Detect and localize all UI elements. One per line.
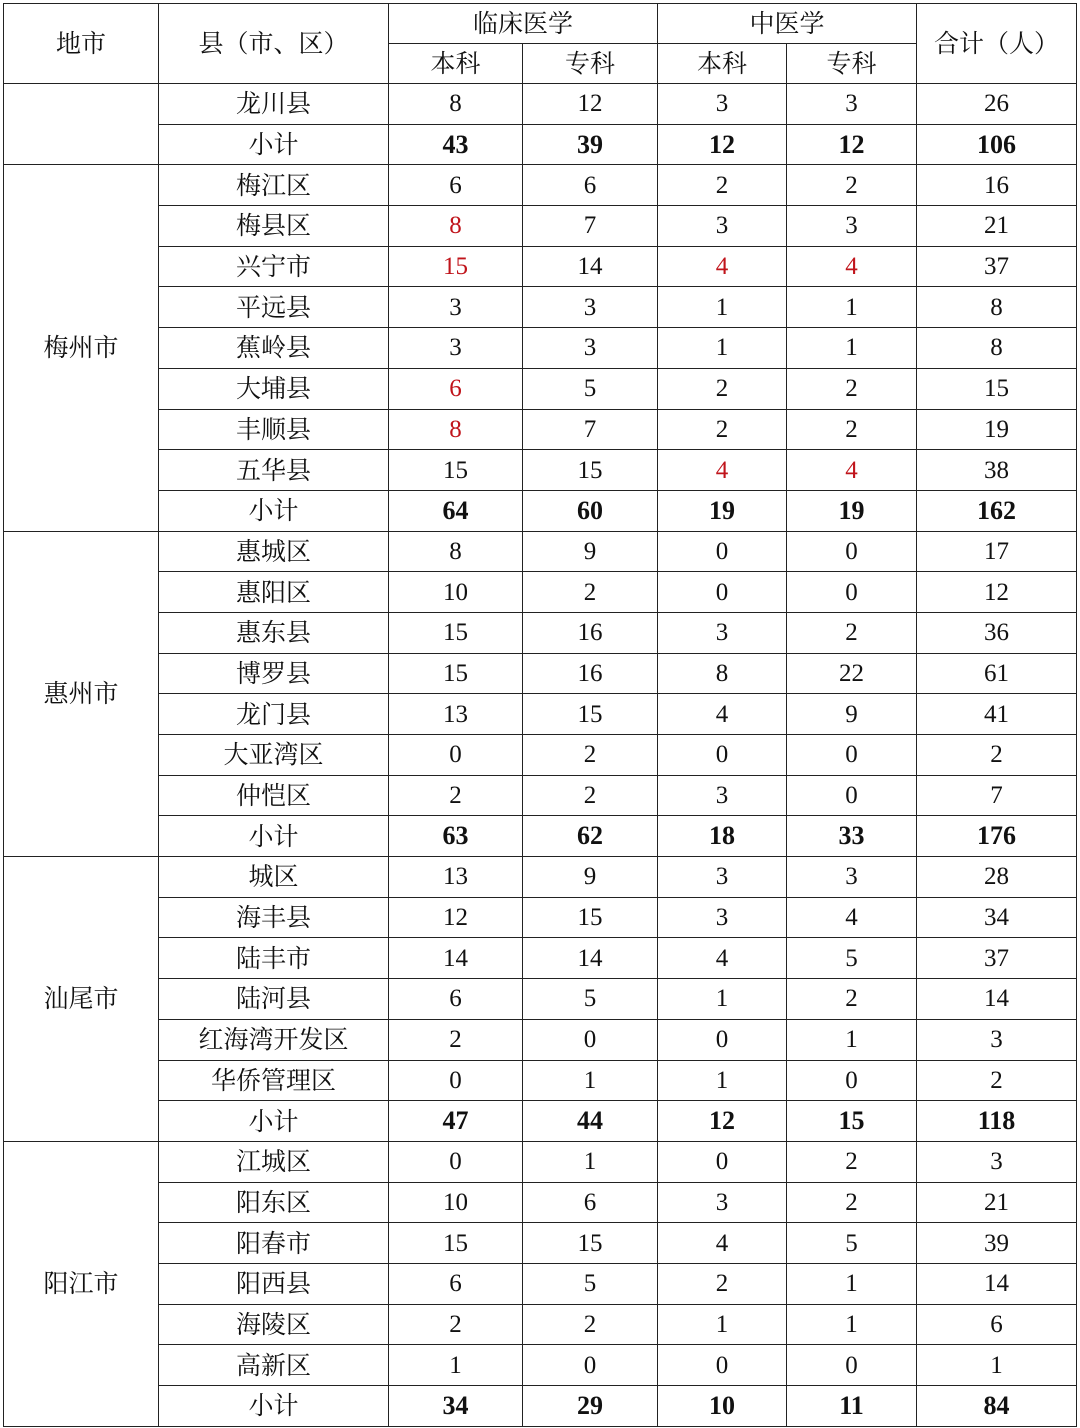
value-total: 118 xyxy=(917,1101,1077,1142)
table-row xyxy=(4,1223,1077,1264)
value-tcm-college: 19 xyxy=(787,490,917,531)
value-tcm-college: 2 xyxy=(787,409,917,450)
value-total: 162 xyxy=(917,490,1077,531)
table-row xyxy=(4,84,1077,125)
value-clinical-undergrad: 2 xyxy=(389,775,523,816)
value-tcm-college: 15 xyxy=(787,1101,917,1142)
county-cell: 阳东区 xyxy=(159,1182,389,1223)
subtotal-label: 小计 xyxy=(159,1101,389,1142)
table-row xyxy=(4,572,1077,613)
table-row xyxy=(4,409,1077,450)
county-cell: 城区 xyxy=(159,857,389,898)
value-total: 84 xyxy=(917,1386,1077,1427)
value-tcm-undergrad: 10 xyxy=(658,1386,787,1427)
value-tcm-undergrad: 4 xyxy=(658,694,787,735)
city-cell: 汕尾市 xyxy=(4,857,159,1142)
county-cell: 海丰县 xyxy=(159,897,389,938)
table-row xyxy=(4,653,1077,694)
value-total: 15 xyxy=(917,368,1077,409)
value-tcm-college: 1 xyxy=(787,328,917,369)
value-tcm-undergrad: 0 xyxy=(658,572,787,613)
value-tcm-college: 0 xyxy=(787,1060,917,1101)
value-total: 2 xyxy=(917,1060,1077,1101)
value-clinical-undergrad: 34 xyxy=(389,1386,523,1427)
value-clinical-undergrad: 6 xyxy=(389,1263,523,1304)
value-clinical-college: 2 xyxy=(523,1304,658,1345)
value-clinical-college: 6 xyxy=(523,1182,658,1223)
value-clinical-undergrad: 64 xyxy=(389,490,523,531)
value-total: 21 xyxy=(917,206,1077,247)
value-total: 38 xyxy=(917,450,1077,491)
value-tcm-undergrad: 1 xyxy=(658,1060,787,1101)
value-tcm-undergrad: 1 xyxy=(658,1304,787,1345)
value-clinical-undergrad: 2 xyxy=(389,1019,523,1060)
city-cell: 阳江市 xyxy=(4,1141,159,1426)
county-cell: 平远县 xyxy=(159,287,389,328)
county-cell: 阳西县 xyxy=(159,1263,389,1304)
value-tcm-undergrad: 3 xyxy=(658,775,787,816)
value-tcm-college: 0 xyxy=(787,735,917,776)
value-total: 6 xyxy=(917,1304,1077,1345)
value-clinical-college: 3 xyxy=(523,328,658,369)
value-total: 28 xyxy=(917,857,1077,898)
table-row xyxy=(4,165,1077,206)
value-clinical-college: 2 xyxy=(523,775,658,816)
value-tcm-undergrad: 3 xyxy=(658,612,787,653)
value-tcm-undergrad: 12 xyxy=(658,1101,787,1142)
value-clinical-undergrad: 8 xyxy=(389,206,523,247)
county-cell: 蕉岭县 xyxy=(159,328,389,369)
value-tcm-undergrad: 0 xyxy=(658,1019,787,1060)
table-row xyxy=(4,1345,1077,1386)
table-row xyxy=(4,206,1077,247)
value-total: 3 xyxy=(917,1019,1077,1060)
value-total: 39 xyxy=(917,1223,1077,1264)
value-tcm-undergrad: 4 xyxy=(658,938,787,979)
value-clinical-undergrad: 0 xyxy=(389,1060,523,1101)
header-tcm-college: 专科 xyxy=(787,44,917,84)
value-clinical-college: 1 xyxy=(523,1060,658,1101)
table-row xyxy=(4,612,1077,653)
value-clinical-college: 60 xyxy=(523,490,658,531)
subtotal-label: 小计 xyxy=(159,490,389,531)
value-clinical-college: 15 xyxy=(523,694,658,735)
value-tcm-undergrad: 12 xyxy=(658,124,787,165)
value-tcm-undergrad: 18 xyxy=(658,816,787,857)
value-tcm-undergrad: 2 xyxy=(658,409,787,450)
value-clinical-undergrad: 6 xyxy=(389,979,523,1020)
value-clinical-undergrad: 15 xyxy=(389,246,523,287)
county-cell: 大埔县 xyxy=(159,368,389,409)
county-cell: 江城区 xyxy=(159,1141,389,1182)
value-clinical-undergrad: 15 xyxy=(389,612,523,653)
value-clinical-undergrad: 47 xyxy=(389,1101,523,1142)
table-row xyxy=(4,328,1077,369)
value-clinical-college: 5 xyxy=(523,979,658,1020)
value-tcm-college: 9 xyxy=(787,694,917,735)
value-total: 21 xyxy=(917,1182,1077,1223)
value-tcm-college: 4 xyxy=(787,246,917,287)
value-total: 8 xyxy=(917,328,1077,369)
value-clinical-undergrad: 10 xyxy=(389,572,523,613)
value-total: 36 xyxy=(917,612,1077,653)
county-cell: 惠东县 xyxy=(159,612,389,653)
value-clinical-undergrad: 43 xyxy=(389,124,523,165)
header-tcm-undergrad: 本科 xyxy=(658,44,787,84)
county-cell: 仲恺区 xyxy=(159,775,389,816)
value-total: 2 xyxy=(917,735,1077,776)
value-tcm-college: 11 xyxy=(787,1386,917,1427)
value-clinical-college: 9 xyxy=(523,857,658,898)
county-cell: 惠阳区 xyxy=(159,572,389,613)
value-total: 16 xyxy=(917,165,1077,206)
value-clinical-college: 39 xyxy=(523,124,658,165)
value-tcm-college: 0 xyxy=(787,572,917,613)
table-row xyxy=(4,287,1077,328)
value-tcm-undergrad: 3 xyxy=(658,1182,787,1223)
county-cell: 陆河县 xyxy=(159,979,389,1020)
value-tcm-college: 0 xyxy=(787,775,917,816)
value-clinical-undergrad: 0 xyxy=(389,735,523,776)
value-tcm-college: 4 xyxy=(787,450,917,491)
value-tcm-undergrad: 0 xyxy=(658,531,787,572)
subtotal-row xyxy=(4,490,1077,531)
value-tcm-college: 12 xyxy=(787,124,917,165)
value-total: 37 xyxy=(917,246,1077,287)
value-clinical-college: 29 xyxy=(523,1386,658,1427)
value-total: 1 xyxy=(917,1345,1077,1386)
value-tcm-college: 2 xyxy=(787,368,917,409)
table-row xyxy=(4,368,1077,409)
value-tcm-undergrad: 4 xyxy=(658,246,787,287)
value-tcm-undergrad: 0 xyxy=(658,1345,787,1386)
table-row xyxy=(4,1182,1077,1223)
subtotal-row xyxy=(4,816,1077,857)
value-clinical-college: 15 xyxy=(523,1223,658,1264)
county-cell: 海陵区 xyxy=(159,1304,389,1345)
county-cell: 阳春市 xyxy=(159,1223,389,1264)
subtotal-row xyxy=(4,1101,1077,1142)
county-cell: 华侨管理区 xyxy=(159,1060,389,1101)
value-tcm-undergrad: 1 xyxy=(658,287,787,328)
value-tcm-undergrad: 0 xyxy=(658,1141,787,1182)
table-row xyxy=(4,1263,1077,1304)
value-tcm-undergrad: 4 xyxy=(658,450,787,491)
value-clinical-college: 12 xyxy=(523,84,658,125)
value-clinical-undergrad: 12 xyxy=(389,897,523,938)
value-clinical-undergrad: 3 xyxy=(389,328,523,369)
value-clinical-undergrad: 8 xyxy=(389,409,523,450)
value-tcm-undergrad: 3 xyxy=(658,857,787,898)
value-clinical-undergrad: 15 xyxy=(389,1223,523,1264)
subtotal-row xyxy=(4,124,1077,165)
table-row xyxy=(4,1019,1077,1060)
value-clinical-undergrad: 6 xyxy=(389,368,523,409)
value-total: 176 xyxy=(917,816,1077,857)
value-total: 12 xyxy=(917,572,1077,613)
county-cell: 梅县区 xyxy=(159,206,389,247)
value-clinical-college: 0 xyxy=(523,1019,658,1060)
value-total: 3 xyxy=(917,1141,1077,1182)
value-tcm-undergrad: 2 xyxy=(658,165,787,206)
value-tcm-college: 3 xyxy=(787,206,917,247)
value-clinical-college: 16 xyxy=(523,653,658,694)
value-clinical-college: 14 xyxy=(523,938,658,979)
value-clinical-college: 9 xyxy=(523,531,658,572)
value-tcm-college: 2 xyxy=(787,1182,917,1223)
value-tcm-college: 3 xyxy=(787,84,917,125)
value-tcm-undergrad: 3 xyxy=(658,206,787,247)
city-cell: 梅州市 xyxy=(4,165,159,531)
value-total: 14 xyxy=(917,1263,1077,1304)
value-total: 19 xyxy=(917,409,1077,450)
value-clinical-undergrad: 8 xyxy=(389,84,523,125)
value-tcm-college: 4 xyxy=(787,897,917,938)
value-clinical-college: 62 xyxy=(523,816,658,857)
value-total: 37 xyxy=(917,938,1077,979)
header-tcm: 中医学 xyxy=(658,4,917,44)
table-row xyxy=(4,897,1077,938)
value-total: 34 xyxy=(917,897,1077,938)
value-clinical-undergrad: 2 xyxy=(389,1304,523,1345)
value-tcm-college: 1 xyxy=(787,287,917,328)
county-cell: 大亚湾区 xyxy=(159,735,389,776)
value-tcm-undergrad: 19 xyxy=(658,490,787,531)
table-row xyxy=(4,694,1077,735)
value-tcm-college: 1 xyxy=(787,1304,917,1345)
county-cell: 红海湾开发区 xyxy=(159,1019,389,1060)
value-tcm-college: 1 xyxy=(787,1263,917,1304)
table-row xyxy=(4,246,1077,287)
value-tcm-college: 2 xyxy=(787,979,917,1020)
header-clinical-undergrad: 本科 xyxy=(389,44,523,84)
value-clinical-undergrad: 13 xyxy=(389,694,523,735)
table-row xyxy=(4,979,1077,1020)
value-clinical-college: 15 xyxy=(523,897,658,938)
value-clinical-undergrad: 3 xyxy=(389,287,523,328)
table-row xyxy=(4,938,1077,979)
subtotal-label: 小计 xyxy=(159,816,389,857)
county-cell: 龙川县 xyxy=(159,84,389,125)
city-cell xyxy=(4,84,159,165)
value-clinical-college: 15 xyxy=(523,450,658,491)
header-clinical: 临床医学 xyxy=(389,4,658,44)
value-tcm-undergrad: 8 xyxy=(658,653,787,694)
header-total: 合计（人） xyxy=(917,4,1077,84)
value-total: 106 xyxy=(917,124,1077,165)
value-total: 41 xyxy=(917,694,1077,735)
value-total: 7 xyxy=(917,775,1077,816)
table-row xyxy=(4,450,1077,491)
value-tcm-undergrad: 2 xyxy=(658,1263,787,1304)
value-clinical-undergrad: 13 xyxy=(389,857,523,898)
header-row-1 xyxy=(4,4,1077,44)
county-cell: 兴宁市 xyxy=(159,246,389,287)
value-total: 61 xyxy=(917,653,1077,694)
value-tcm-undergrad: 2 xyxy=(658,368,787,409)
county-cell: 博罗县 xyxy=(159,653,389,694)
value-clinical-college: 0 xyxy=(523,1345,658,1386)
county-cell: 惠城区 xyxy=(159,531,389,572)
value-tcm-college: 2 xyxy=(787,165,917,206)
value-tcm-undergrad: 1 xyxy=(658,328,787,369)
subtotal-label: 小计 xyxy=(159,124,389,165)
subtotal-row xyxy=(4,1386,1077,1427)
value-clinical-college: 7 xyxy=(523,409,658,450)
value-total: 8 xyxy=(917,287,1077,328)
table-row xyxy=(4,775,1077,816)
county-cell: 五华县 xyxy=(159,450,389,491)
value-tcm-undergrad: 4 xyxy=(658,1223,787,1264)
table-row xyxy=(4,1304,1077,1345)
value-clinical-undergrad: 15 xyxy=(389,653,523,694)
value-clinical-undergrad: 14 xyxy=(389,938,523,979)
value-clinical-undergrad: 63 xyxy=(389,816,523,857)
header-city: 地市 xyxy=(4,4,159,84)
value-tcm-college: 2 xyxy=(787,612,917,653)
value-clinical-college: 44 xyxy=(523,1101,658,1142)
table-row xyxy=(4,857,1077,898)
subtotal-label: 小计 xyxy=(159,1386,389,1427)
city-cell: 惠州市 xyxy=(4,531,159,857)
value-total: 14 xyxy=(917,979,1077,1020)
value-tcm-college: 0 xyxy=(787,531,917,572)
header-county: 县（市、区） xyxy=(159,4,389,84)
county-cell: 高新区 xyxy=(159,1345,389,1386)
value-total: 26 xyxy=(917,84,1077,125)
value-total: 17 xyxy=(917,531,1077,572)
county-cell: 丰顺县 xyxy=(159,409,389,450)
value-clinical-college: 1 xyxy=(523,1141,658,1182)
value-clinical-undergrad: 0 xyxy=(389,1141,523,1182)
value-tcm-undergrad: 3 xyxy=(658,84,787,125)
header-clinical-college: 专科 xyxy=(523,44,658,84)
value-clinical-college: 5 xyxy=(523,1263,658,1304)
value-tcm-college: 0 xyxy=(787,1345,917,1386)
value-tcm-college: 5 xyxy=(787,1223,917,1264)
enrollment-table xyxy=(3,3,1077,1427)
county-cell: 梅江区 xyxy=(159,165,389,206)
value-clinical-college: 3 xyxy=(523,287,658,328)
value-clinical-college: 2 xyxy=(523,572,658,613)
value-tcm-college: 33 xyxy=(787,816,917,857)
table-row xyxy=(4,1141,1077,1182)
value-clinical-undergrad: 6 xyxy=(389,165,523,206)
value-clinical-undergrad: 10 xyxy=(389,1182,523,1223)
value-clinical-undergrad: 15 xyxy=(389,450,523,491)
value-tcm-undergrad: 3 xyxy=(658,897,787,938)
value-clinical-college: 6 xyxy=(523,165,658,206)
table-row xyxy=(4,735,1077,776)
value-tcm-undergrad: 0 xyxy=(658,735,787,776)
county-cell: 龙门县 xyxy=(159,694,389,735)
value-tcm-college: 22 xyxy=(787,653,917,694)
value-clinical-college: 5 xyxy=(523,368,658,409)
value-tcm-college: 5 xyxy=(787,938,917,979)
county-cell: 陆丰市 xyxy=(159,938,389,979)
table-body xyxy=(4,84,1077,1427)
value-clinical-college: 7 xyxy=(523,206,658,247)
value-tcm-college: 3 xyxy=(787,857,917,898)
value-clinical-college: 16 xyxy=(523,612,658,653)
value-clinical-college: 2 xyxy=(523,735,658,776)
value-clinical-college: 14 xyxy=(523,246,658,287)
value-clinical-undergrad: 8 xyxy=(389,531,523,572)
value-clinical-undergrad: 1 xyxy=(389,1345,523,1386)
value-tcm-undergrad: 1 xyxy=(658,979,787,1020)
table-row xyxy=(4,531,1077,572)
table-row xyxy=(4,1060,1077,1101)
value-tcm-college: 1 xyxy=(787,1019,917,1060)
value-tcm-college: 2 xyxy=(787,1141,917,1182)
